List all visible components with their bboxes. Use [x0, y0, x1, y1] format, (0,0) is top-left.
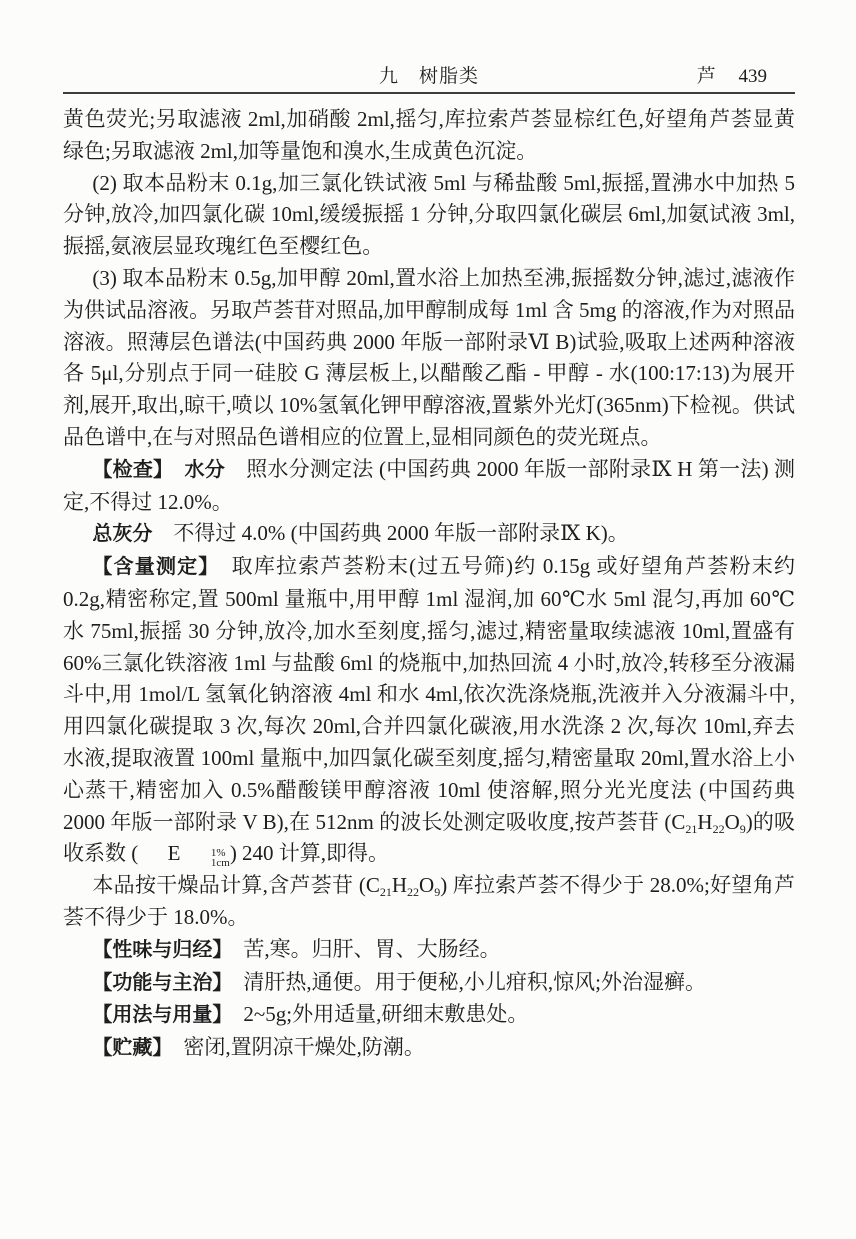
section-label: 水分 — [184, 458, 225, 481]
chemical-subscript: 9 — [739, 821, 746, 836]
absorption-coefficient-symbol: E 1% 1cm — [167, 841, 230, 870]
text-run: (2) 取本品粉末 0.1g,加三氯化铁试液 5ml 与稀盐酸 5ml,振摇,置沸水中加热 5 分钟,放冷,加四氯化碳 10ml,缓缓振摇 1 分钟,分取四氯化碳层 6ml,加氨试液 3ml,振摇,氨液层显玫瑰红色至樱红色。 — [63, 170, 795, 259]
paragraph — [63, 263, 795, 454]
paragraph — [63, 999, 795, 1032]
running-head — [63, 64, 795, 90]
text-run: 照水分测定法 (中国药典 2000 年版一部附录Ⅸ H 第一法) 测定,不得过 12.0%。 — [63, 456, 796, 514]
chemical-subscript: 22 — [407, 885, 420, 900]
document-body — [63, 104, 795, 1065]
text-run: O — [724, 809, 740, 834]
paragraph — [63, 168, 795, 263]
text-run: ) 240 计算,即得。 — [229, 841, 390, 866]
section-label: 【含量测定】 — [92, 556, 210, 579]
page-ref — [697, 64, 767, 90]
section-label: 总灰分 — [92, 523, 153, 546]
text-run: )的吸收系数 ( — [63, 809, 795, 866]
text-run: 本品按干燥品计算,含芦荟苷 (C — [92, 873, 380, 898]
chemical-subscript: 9 — [434, 885, 441, 900]
chemical-subscript: 21 — [379, 885, 392, 900]
paragraph — [63, 104, 795, 168]
drug-name: 芦 — [696, 66, 716, 87]
section-label: 【检查】 — [92, 458, 164, 481]
section-label: 【性味与归经】 — [92, 938, 223, 961]
text-run: (3) 取本品粉末 0.5g,加甲醇 20ml,置水浴上加热至沸,振摇数分钟,滤过,滤液作为供试品溶液。另取芦荟苷对照品,加甲醇制成每 1ml 含 5mg 的溶液,作为对照品溶液。照薄层色谱法(中国药典 2000 年版一部附录Ⅵ B)试验,吸取上述两种溶液各 5μl,分别点于同一硅胶 G 薄层板上,以醋酸乙酯 - 甲醇 - 水(100:17:13)为展开剂,展开,取出,晾干,喷以 10%氢氧化钾甲醇溶液,置紫外光灯(365nm)下检视。供试品色谱中,在与对照品色谱相应的位置上,显相同颜色的荧光斑点。 — [63, 265, 795, 449]
page-number: 439 — [738, 66, 767, 87]
chemical-subscript: 22 — [712, 821, 725, 836]
text-run: 2~5g;外用适量,研细末敷患处。 — [222, 1002, 529, 1027]
text-run: H — [391, 873, 408, 898]
text-run: ) 库拉索芦荟不得少于 28.0%;好望角芦荟不得少于 18.0%。 — [63, 873, 795, 929]
text-run — [163, 457, 184, 481]
header-rule — [63, 92, 795, 94]
text-run: O — [419, 873, 435, 898]
section-title: 九 树脂类 — [378, 66, 480, 87]
section-label: 【用法与用量】 — [92, 1004, 223, 1027]
paragraph — [63, 1032, 795, 1065]
paragraph — [63, 870, 795, 934]
text-run: 黄色荧光;另取滤液 2ml,加硝酸 2ml,摇匀,库拉索芦荟显棕红色,好望角芦荟显黄绿色;另取滤液 2ml,加等量饱和溴水,生成黄色沉淀。 — [63, 107, 795, 163]
paragraph — [63, 967, 795, 1000]
paragraph — [63, 454, 795, 519]
paragraph — [63, 934, 795, 967]
text-run: 不得过 4.0% (中国药典 2000 年版一部附录Ⅸ K)。 — [152, 521, 629, 546]
paragraph — [63, 551, 795, 870]
section-label: 【贮藏】 — [92, 1037, 163, 1060]
chemical-subscript: 21 — [685, 821, 698, 836]
text-run: 苦,寒。归肝、胃、大肠经。 — [222, 936, 501, 961]
text-run: 密闭,置阴凉干燥处,防潮。 — [162, 1035, 425, 1060]
text-run: 取库拉索芦荟粉末(过五号筛)约 0.15g 或好望角芦荟粉末约 0.2g,精密称定,置 500ml 量瓶中,用甲醇 1ml 湿润,加 60℃水 5ml 混匀,再加 60℃水 75ml,振摇 30 分钟,放冷,加水至刻度,摇匀,滤过,精密量取续滤液 10ml,置盛有 60%三氯化铁溶液 1ml 与盐酸 6ml 的烧瓶中,加热回流 4 小时,放冷,转移至分液漏斗中,用 1mol/L 氢氧化钠溶液 4ml 和水 4ml,依次洗涤烧瓶,洗液并入分液漏斗中,用四氯化碳提取 3 次,每次 20ml,合并四氯化碳液,用水洗涤 2 次,每次 10ml,弃去水液,提取液置 100ml 量瓶中,加四氯化碳至刻度,摇匀,精密量取 20ml,置水浴上小心蒸干,精密加入 0.5%醋酸镁甲醇溶液 10ml 使溶解,照分光光度法 (中国药典 2000 年版一部附录 V B),在 512nm 的波长处测定吸收度,按芦荟苷 (C — [63, 554, 796, 834]
section-label: 【功能与主治】 — [92, 971, 223, 994]
text-run: H — [697, 809, 713, 834]
text-run: 清肝热,通便。用于便秘,小儿疳积,惊风;外治湿癣。 — [222, 969, 706, 994]
paragraph — [63, 518, 795, 551]
